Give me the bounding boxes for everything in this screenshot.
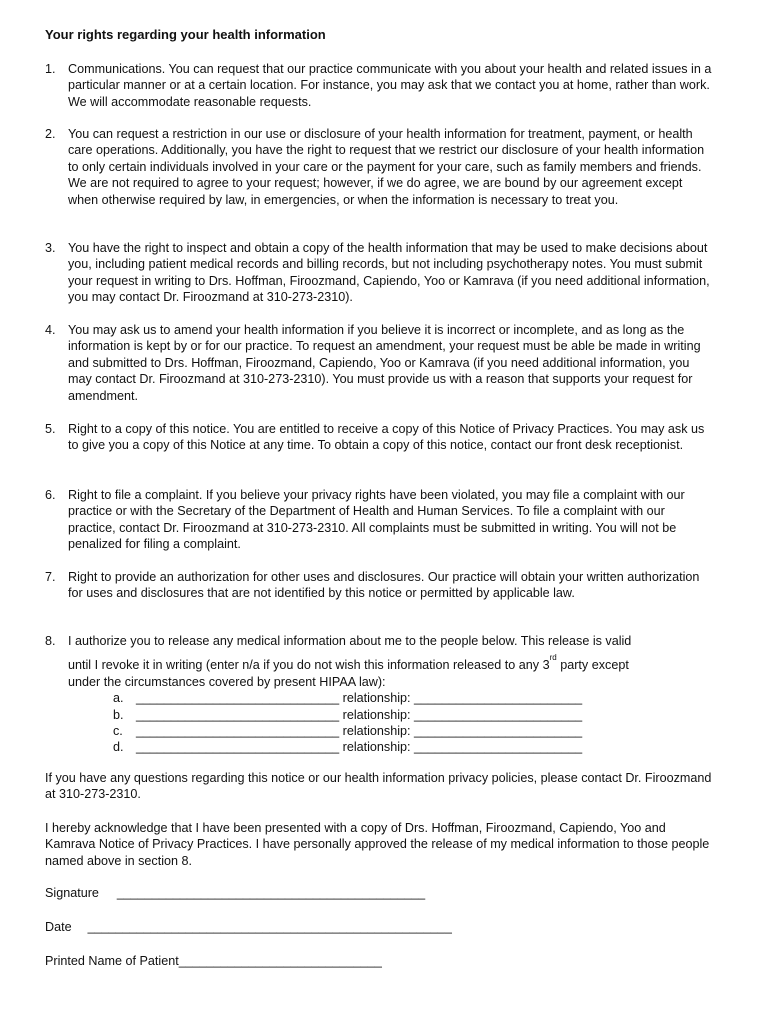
row-letter: a.	[113, 691, 124, 706]
list-item	[45, 322, 713, 404]
page-title: Your rights regarding your health information	[45, 27, 326, 42]
list-item	[45, 240, 713, 306]
date-label: Date	[45, 920, 72, 934]
release-line-1: I authorize you to release any medical information about me to the people below. This release is valid	[68, 634, 632, 648]
recipient-name-blank[interactable]: _____________________________	[136, 724, 340, 738]
list-item	[45, 569, 713, 602]
release-recipient-row[interactable]	[113, 690, 713, 706]
release-recipient-row[interactable]	[113, 707, 713, 723]
signature-blank[interactable]: ____________________________________________	[116, 886, 426, 900]
item-text: Communications. You can request that our practice communicate with you about your health and related issues in a particular manner or at a certain location. For instance, you may ask that we contact you at home, rather than work. We will accommodate reasonable requests.	[68, 62, 712, 109]
release-line-2-pre: until I revoke it in writing (enter n/a if you do not wish this information released to any 3	[68, 658, 550, 673]
relationship-label: relationship:	[339, 740, 415, 755]
printed-name-blank[interactable]: _____________________________	[178, 954, 382, 968]
relationship-blank[interactable]: ________________________	[414, 691, 583, 706]
list-item	[45, 421, 713, 454]
item-text: You have the right to inspect and obtain a copy of the health information that may be used to make decisions about you, including patient medical records and billing records, but not including psychotherapy notes. You must submit your request in writing to Drs. Hoffman, Firoozmand, Capiendo, Yoo or Kamrava (if you need additional information, you may contact Dr. Firoozmand at 310-273-2310).	[68, 241, 710, 305]
item-text: Right to a copy of this notice. You are entitled to receive a copy of this Notice of Privacy Practices. You may ask us to give you a copy of this Notice at any time. To obtain a copy of this notice, contact our front desk receptionist.	[68, 422, 705, 453]
relationship-blank[interactable]: ________________________	[414, 740, 583, 755]
item-number: 1.	[45, 62, 56, 76]
release-line-2	[68, 653, 713, 673]
relationship-blank[interactable]: ________________________	[414, 707, 583, 722]
recipient-name-blank[interactable]: _____________________________	[136, 707, 340, 722]
list-item	[45, 61, 713, 110]
release-line-3: under the circumstances covered by present HIPAA law):	[68, 674, 386, 689]
relationship-label: relationship:	[339, 691, 415, 706]
relationship-blank[interactable]: ________________________	[414, 724, 583, 738]
relationship-label: relationship:	[339, 724, 415, 738]
relationship-label: relationship:	[339, 707, 415, 722]
item-number: 5.	[45, 422, 56, 436]
recipient-name-blank[interactable]: _____________________________	[136, 740, 340, 755]
release-authorization-item	[45, 633, 713, 756]
item-text: You can request a restriction in our use or disclosure of your health information for treatment, payment, or health care operations. Additionally, you have the right to request that we restrict our disclosure of your health information to only certain individuals involved in your care or the payment for your care, such as family members and friends. We are not required to agree to your request; however, if we do agree, we are bound by our agreement except when otherwise required by law, in emergencies, or when the information is necessary to treat you.	[68, 127, 705, 207]
questions-paragraph: If you have any questions regarding this notice or our health information privacy policies, please contact Dr. Firoozmand at 310-273-2310.	[45, 771, 712, 802]
signature-label: Signature	[45, 886, 99, 900]
release-recipient-row[interactable]	[113, 739, 713, 755]
row-letter: b.	[113, 707, 124, 722]
date-field[interactable]	[45, 919, 452, 935]
item-number: 7.	[45, 570, 56, 584]
item-number: 4.	[45, 323, 56, 337]
acknowledgement-paragraph: I hereby acknowledge that I have been presented with a copy of Drs. Hoffman, Firoozmand, Capiendo, Yoo and Kamrava Notice of Privacy Practices. I have personally approved the release of my medical information to those people named above in section 8.	[45, 821, 710, 868]
item-number: 2.	[45, 127, 56, 141]
list-item	[45, 126, 713, 208]
item-text: You may ask us to amend your health information if you believe it is incorrect or incomplete, and as long as the information is kept by or for our practice. To request an amendment, your request must be able be made in writing and submitted to Drs. Hoffman, Firoozmand, Capiendo, Yoo or Kamrava (if you need additional information, you may contact Dr. Firoozmand at 310-273-2310). You must provide us with a reason that supports your request for amendment.	[68, 323, 701, 403]
ordinal-suffix: rd	[549, 653, 557, 663]
recipient-name-blank[interactable]: _____________________________	[136, 691, 340, 706]
printed-name-label: Printed Name of Patient	[45, 954, 179, 968]
release-line-2-post: party except	[556, 658, 629, 673]
item-number: 6.	[45, 488, 56, 502]
date-blank[interactable]: ____________________________________________________	[87, 920, 452, 934]
item-number: 8.	[45, 634, 56, 648]
release-recipient-list	[113, 690, 713, 756]
item-text	[68, 633, 713, 690]
printed-name-field[interactable]	[45, 953, 382, 969]
signature-field[interactable]	[45, 885, 425, 901]
row-letter: d.	[113, 740, 124, 755]
item-text: Right to file a complaint. If you believe your privacy rights have been violated, you may file a complaint with our practice or with the Secretary of the Department of Health and Human Services. To file a complaint with our practice, contact Dr. Firoozmand at 310-273-2310. All complaints must be submitted in writing. You will not be penalized for filing a complaint.	[68, 488, 685, 552]
row-letter: c.	[113, 724, 123, 738]
release-recipient-row[interactable]	[113, 723, 713, 739]
item-number: 3.	[45, 241, 56, 255]
item-text: Right to provide an authorization for other uses and disclosures. Our practice will obtain your written authorization for uses and disclosures that are not identified by this notice or permitted by applicable law.	[68, 570, 700, 601]
list-item	[45, 487, 713, 553]
